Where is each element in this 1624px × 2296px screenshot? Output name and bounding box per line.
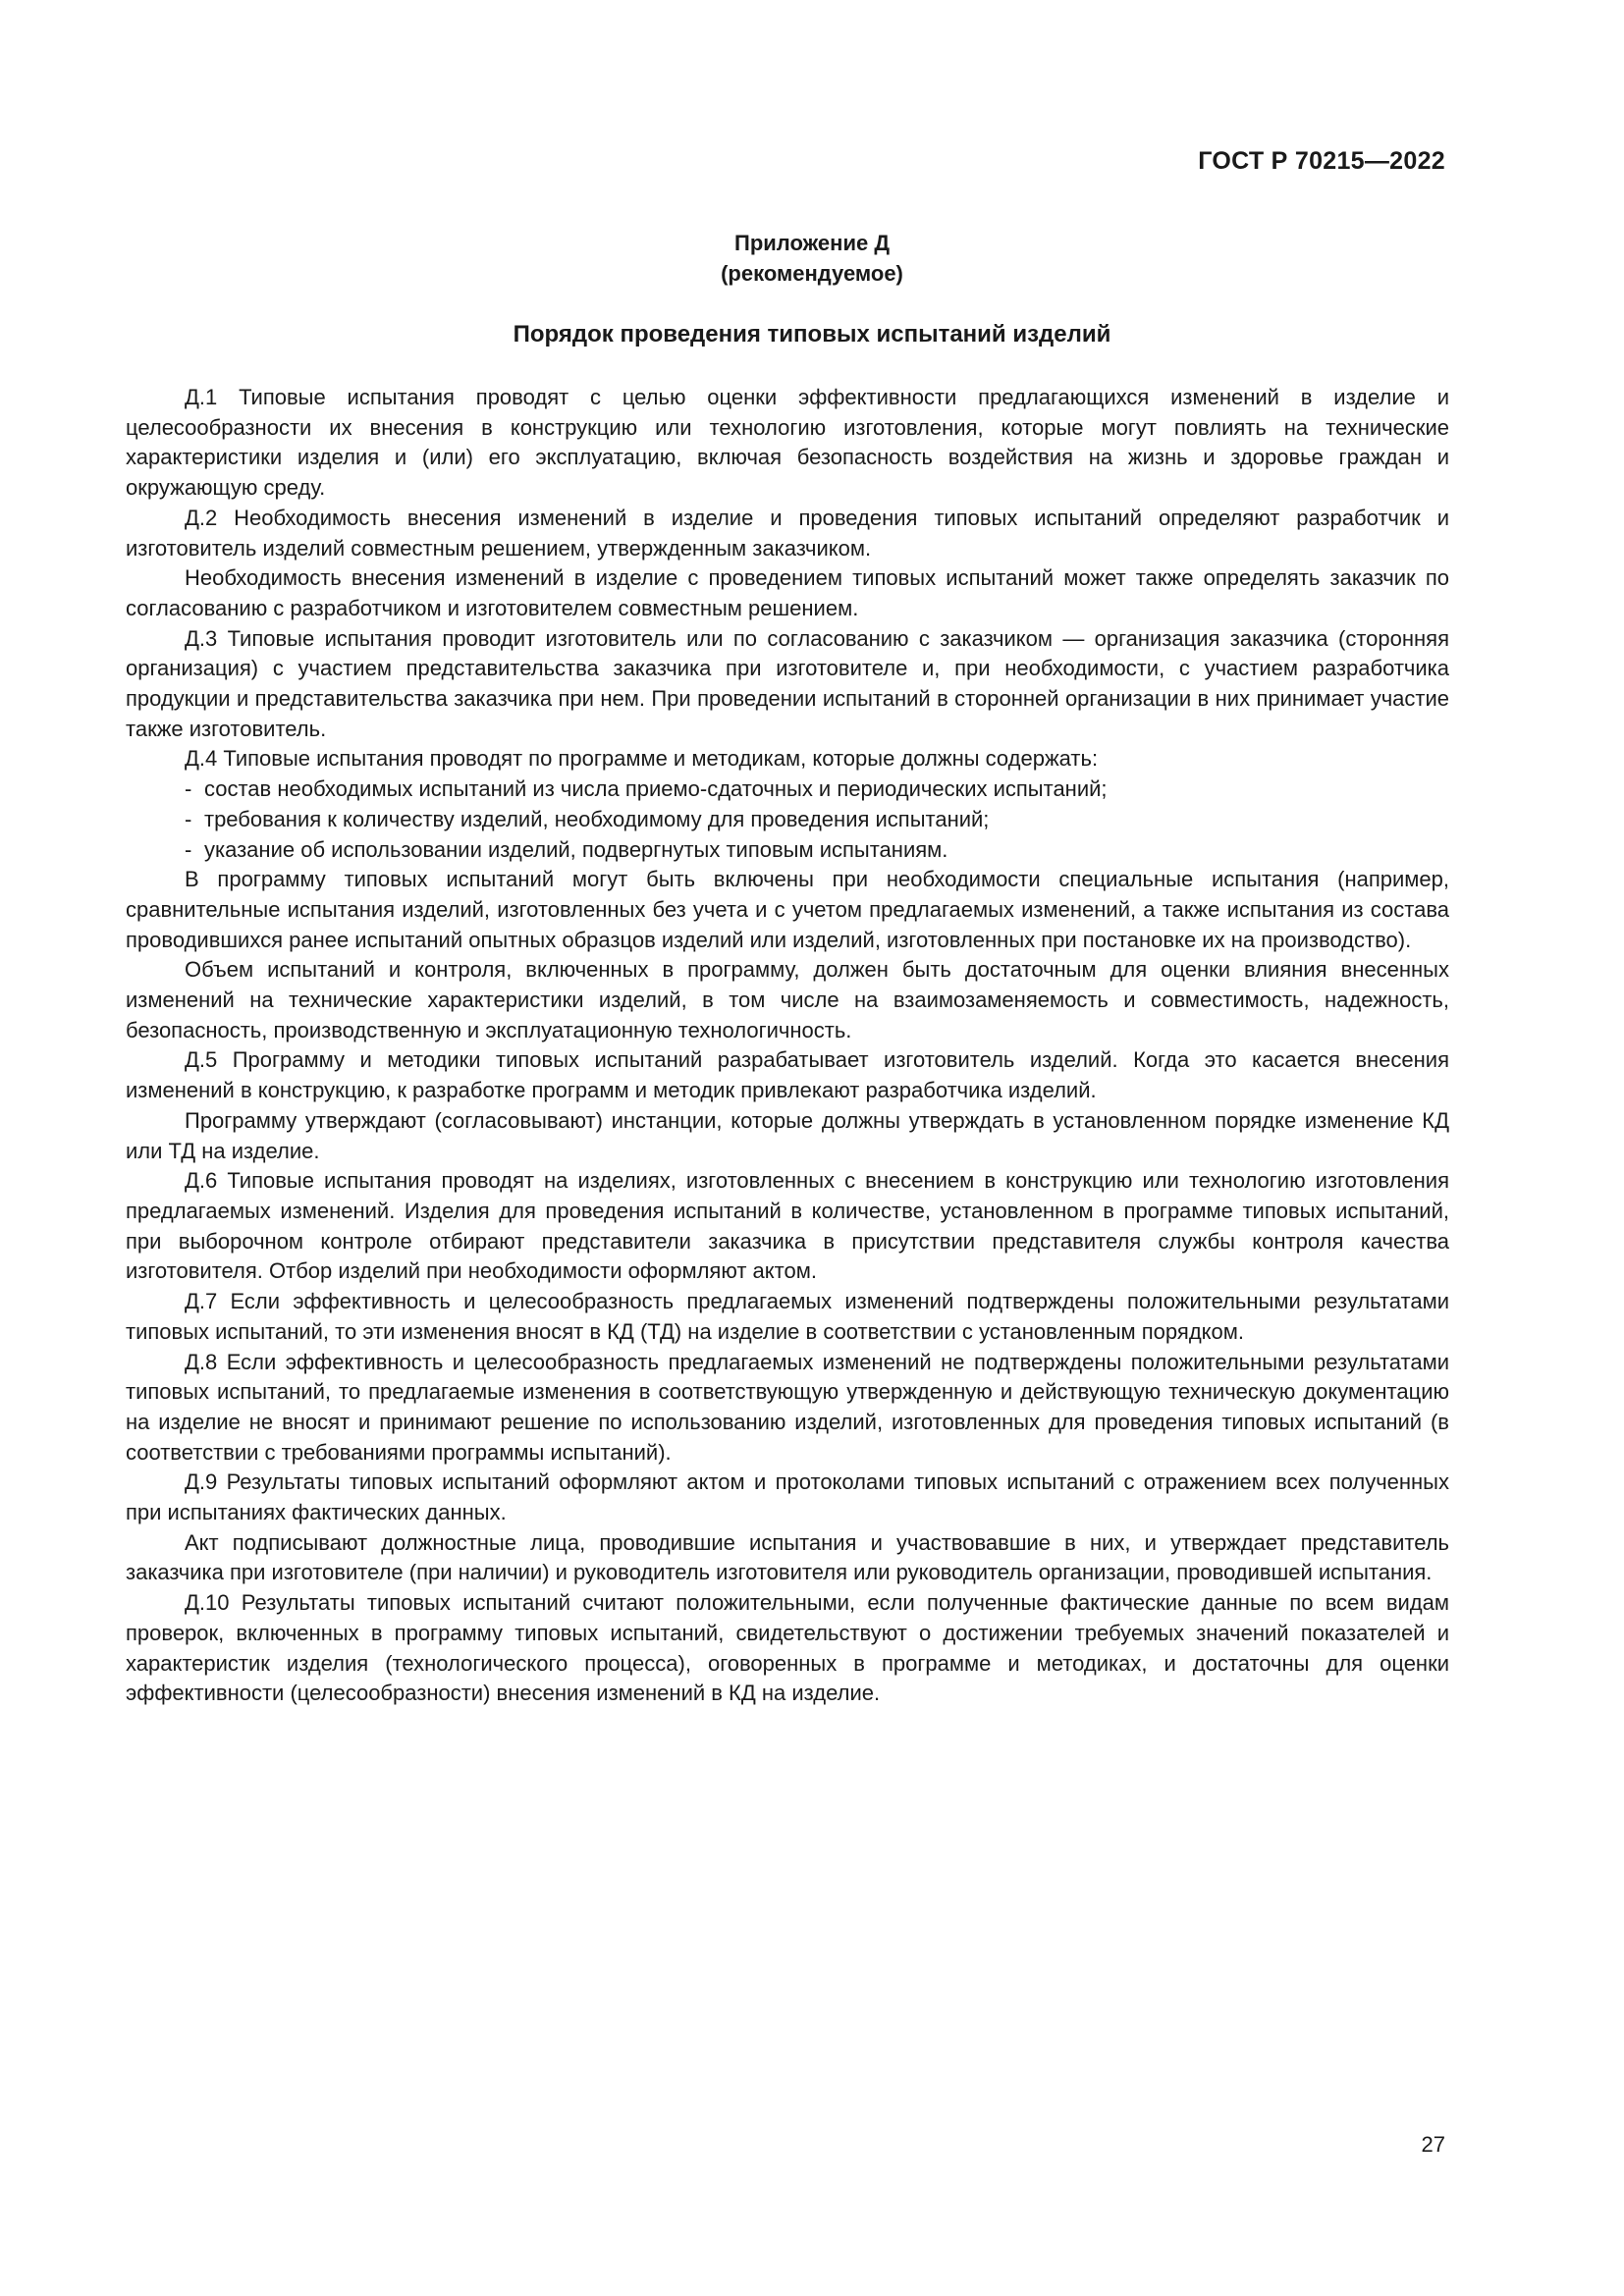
- paragraph-d5: Д.5 Программу и методики типовых испытаний разрабатывает изготовитель изделий. Когда это касается внесения изменений в конструкцию, к разработке программ и методик привлекают разработчика изделий.: [126, 1047, 1449, 1103]
- body-text: [126, 383, 1449, 1709]
- list-dash: -: [185, 836, 192, 862]
- list-dash: -: [185, 776, 192, 802]
- paragraph-d5-approval: Программу утверждают (согласовывают) инстанции, которые должны утверждать в установленном порядке изменение КД или ТД на изделие.: [126, 1107, 1449, 1163]
- requirements-list: [126, 774, 1449, 865]
- paragraph-d1: Д.1 Типовые испытания проводят с целью оценки эффективности предлагающихся изменений в изделие и целесообразности их внесения в конструкцию или технологию изготовления, которые могут повлиять на технические характеристики изделия и (или) его эксплуатацию, включая безопасность воздействия на жизнь и здоровье граждан и окружающую среду.: [126, 385, 1449, 501]
- list-item: - указание об использовании изделий, подвергнутых типовым испытаниям.: [126, 835, 1449, 866]
- paragraph-d7: Д.7 Если эффективность и целесообразность предлагаемых изменений подтверждены положительными результатами типовых испытаний, то эти изменения вносят в КД (ТД) на изделие в соответствии с установленным порядком.: [126, 1289, 1449, 1344]
- appendix-heading: [0, 228, 1624, 289]
- paragraph-special-tests: В программу типовых испытаний могут быть включены при необходимости специальные испытания (например, сравнительные испытания изделий, изготовленных без учета и с учетом предлагаемых изменений, а также испытания из состава проводившихся ранее испытаний опытных образцов изделий или изделий, изготовленных при постановке их на производство).: [126, 867, 1449, 952]
- section-title: Порядок проведения типовых испытаний изделий: [513, 321, 1111, 347]
- appendix-status: (рекомендуемое): [721, 261, 903, 286]
- page-number: 27: [1421, 2132, 1445, 2157]
- paragraph-test-scope: Объем испытаний и контроля, включенных в программу, должен быть достаточным для оценки влияния внесенных изменений на технические характеристики изделий, в том числе на взаимозаменяемость и совместимость, надежность, безопасность, производственную и эксплуатационную технологичность.: [126, 957, 1449, 1042]
- paragraph-d9: Д.9 Результаты типовых испытаний оформляют актом и протоколами типовых испытаний с отражением всех полученных при испытаниях фактических данных.: [126, 1469, 1449, 1525]
- list-item: - требования к количеству изделий, необходимому для проведения испытаний;: [126, 805, 1449, 835]
- list-dash: -: [185, 806, 192, 831]
- paragraph-d3: Д.3 Типовые испытания проводит изготовитель или по согласованию с заказчиком — организация заказчика (сторонняя организация) с участием представительства заказчика при изготовителе и, при необходимости, с участием разработчика продукции и представительства заказчика при нем. При проведении испытаний в сторонней организации в них принимает участие также изготовитель.: [126, 625, 1449, 741]
- paragraph-d10: Д.10 Результаты типовых испытаний считают положительными, если полученные фактические данные по всем видам проверок, включенных в программу типовых испытаний, свидетельствуют о достижении требуемых значений показателей и характеристик изделия (технологического процесса), оговоренных в программе и методиках, и достаточны для оценки эффективности (целесообразности) внесения изменений в КД на изделие.: [126, 1590, 1449, 1706]
- paragraph-d2-continued: Необходимость внесения изменений в изделие с проведением типовых испытаний может также определять заказчик по согласованию с разработчиком и изготовителем совместным решением.: [126, 565, 1449, 620]
- paragraph-d9-act: Акт подписывают должностные лица, проводившие испытания и участвовавшие в них, и утверждает представитель заказчика при изготовителе (при наличии) и руководитель изготовителя или руководитель организации, проводившей испытания.: [126, 1529, 1449, 1585]
- list-item: - состав необходимых испытаний из числа приемо-сдаточных и периодических испытаний;: [126, 774, 1449, 805]
- standard-code: ГОСТ Р 70215—2022: [1198, 147, 1445, 175]
- paragraph-d4: Д.4 Типовые испытания проводят по программе и методикам, которые должны содержать:: [185, 746, 1099, 772]
- paragraph-d6: Д.6 Типовые испытания проводят на изделиях, изготовленных с внесением в конструкцию или технологию изготовления предлагаемых изменений. Изделия для проведения испытаний в количестве, установленном в программе типовых испытаний, при выборочном контроле отбирают представители заказчика в присутствии представителя службы контроля качества изготовителя. Отбор изделий при необходимости оформляют актом.: [126, 1168, 1449, 1284]
- paragraph-d8: Д.8 Если эффективность и целесообразность предлагаемых изменений не подтверждены положительными результатами типовых испытаний, то предлагаемые изменения в соответствующую утвержденную и действующую техническую документацию на изделие не вносят и принимают решение по использованию изделий, изготовленных для проведения типовых испытаний (в соответствии с требованиями программы испытаний).: [126, 1349, 1449, 1465]
- appendix-label: Приложение Д: [734, 231, 890, 255]
- paragraph-d2: Д.2 Необходимость внесения изменений в изделие и проведения типовых испытаний определяют разработчик и изготовитель изделий совместным решением, утвержденным заказчиком.: [126, 505, 1449, 561]
